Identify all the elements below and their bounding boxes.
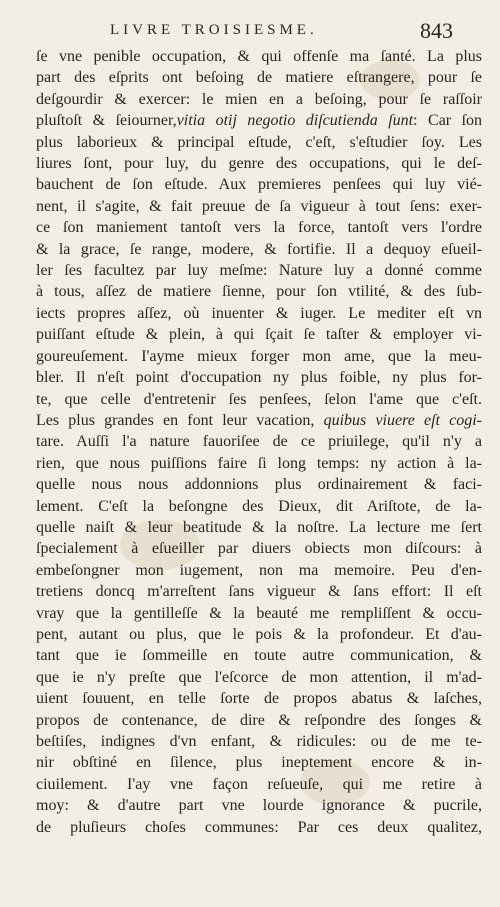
text-line: vray que la gentilleſſe & la beauté me rempliſſent & occu-: [36, 604, 482, 622]
text-line: ce ſon maniement tantoſt vers la force, tantoſt vers l'ordre: [36, 219, 482, 237]
text-line-with-latin: [36, 410, 482, 431]
text-line: uient ſouuent, en telle ſorte de propos abatus & laſches,: [36, 690, 482, 708]
text-line: propos de contenance, de dire & reſpondre des ſonges &: [36, 711, 482, 729]
text-line: que ie n'y preſte que l'eſcorce de mon attention, il m'ad-: [36, 668, 482, 686]
text-line: te, que celle d'entretenir ſes penſees, ſelon l'ame que c'eſt.: [36, 390, 482, 408]
text-line: pent, autant ou plus, que le pois & la profondeur. Et d'au-: [36, 625, 482, 643]
text-fragment: pluſtoſt & ſeiourner,: [36, 112, 177, 130]
body-text: [36, 46, 482, 838]
text-line: ſe vne penible occupation, & qui offenſe ma ſanté. La plus: [36, 48, 482, 65]
text-line: part des eſprits ont beſoing de matiere eſtrangere, pour ſe: [36, 69, 482, 87]
text-line: nent, il s'agite, & fait preuue de ſa vigueur à tout ſens: exer-: [36, 197, 482, 215]
text-line: puiſſant eſtude & plein, à qui ſçait ſe taſter & employer vi-: [36, 326, 482, 344]
text-fragment: Les plus grandes en font leur vacation,: [36, 411, 315, 429]
text-line: beſtiſes, indignes d'vn enfant, & ridicules: ou de me te-: [36, 733, 482, 750]
page-number: 843: [420, 18, 453, 43]
text-line: lement. C'eſt la beſongne des Dieux, dit Ariſtote, de la-: [36, 497, 482, 515]
text-line: nir obſtiné en ſilence, plus ineptement encore & in-: [36, 754, 482, 772]
text-line: quelle nous nous addonnions plus ordinairement & faci-: [36, 476, 482, 494]
text-line: rien, que nous puiſſions faire ſi long temps: ny action à la-: [36, 454, 482, 472]
text-line: & la grace, ſe range, modere, & fortifie. Il a dequoy eſueil-: [36, 240, 482, 258]
text-line: tant que ie ſommeille en toute autre communication, &: [36, 647, 482, 665]
latin-quotation: vitia otij negotio diſcutienda ſunt: [176, 112, 414, 130]
latin-quotation: quibus viuere eſt cogi-: [323, 411, 482, 429]
text-line: iects propres aſſez, où inuenter & iuger. Le mediter eſt vn: [36, 304, 482, 322]
text-line: moy: & d'autre part vne lourde ignorance & pucrile,: [36, 797, 482, 815]
text-line: ler ſes facultez par luy meſme: Nature luy a donné comme: [36, 262, 482, 280]
text-line: deſgourdir & exercer: le mien en a beſoing, pour ſe raſſoir: [36, 90, 482, 108]
text-line-with-latin: [36, 110, 482, 131]
text-line: bler. Il n'eſt point d'occupation ny plus foible, ny plus for-: [36, 369, 482, 387]
text-fragment: : Car ſon: [413, 112, 482, 130]
text-line: quelle naiſt & leur beatitude & la noſtre. La lecture me ſert: [36, 518, 482, 536]
text-line: liures ſont, pour luy, du genre des occupations, qui le deſ-: [36, 155, 482, 173]
running-head: LIVRE TROISIESME.: [110, 22, 318, 38]
text-line: bauchent de ſon eſtude. Aux premieres penſees qui luy vié-: [36, 176, 482, 194]
text-line: tretiens doncq m'arreſtent ſans vigueur & ſans effort: Il eſt: [36, 583, 482, 601]
text-line: à tous, aſſez de matiere ſienne, pour ſon vtilité, & des ſub-: [36, 283, 482, 301]
text-line: plus laborieux & principal eſtude, c'eſt, s'eſtudier ſoy. Les: [36, 133, 482, 151]
text-line: ciuilement. I'ay vne façon reſueuſe, qui me retire à: [36, 775, 482, 793]
text-line: goureuſement. I'ayme mieux forger mon ame, que la meu-: [36, 347, 482, 365]
text-line: tare. Auſſi l'a nature fauoriſee de ce priuilege, qu'il n'y a: [36, 433, 482, 451]
text-line: de pluſieurs choſes communes: Par ces deux qualitez,: [36, 818, 482, 836]
text-line: ſpecialement à eſueiller par diuers obiects mon diſcours: à: [36, 540, 482, 558]
text-line: embeſongner mon iugement, non ma memoire. Peu d'en-: [36, 561, 482, 579]
